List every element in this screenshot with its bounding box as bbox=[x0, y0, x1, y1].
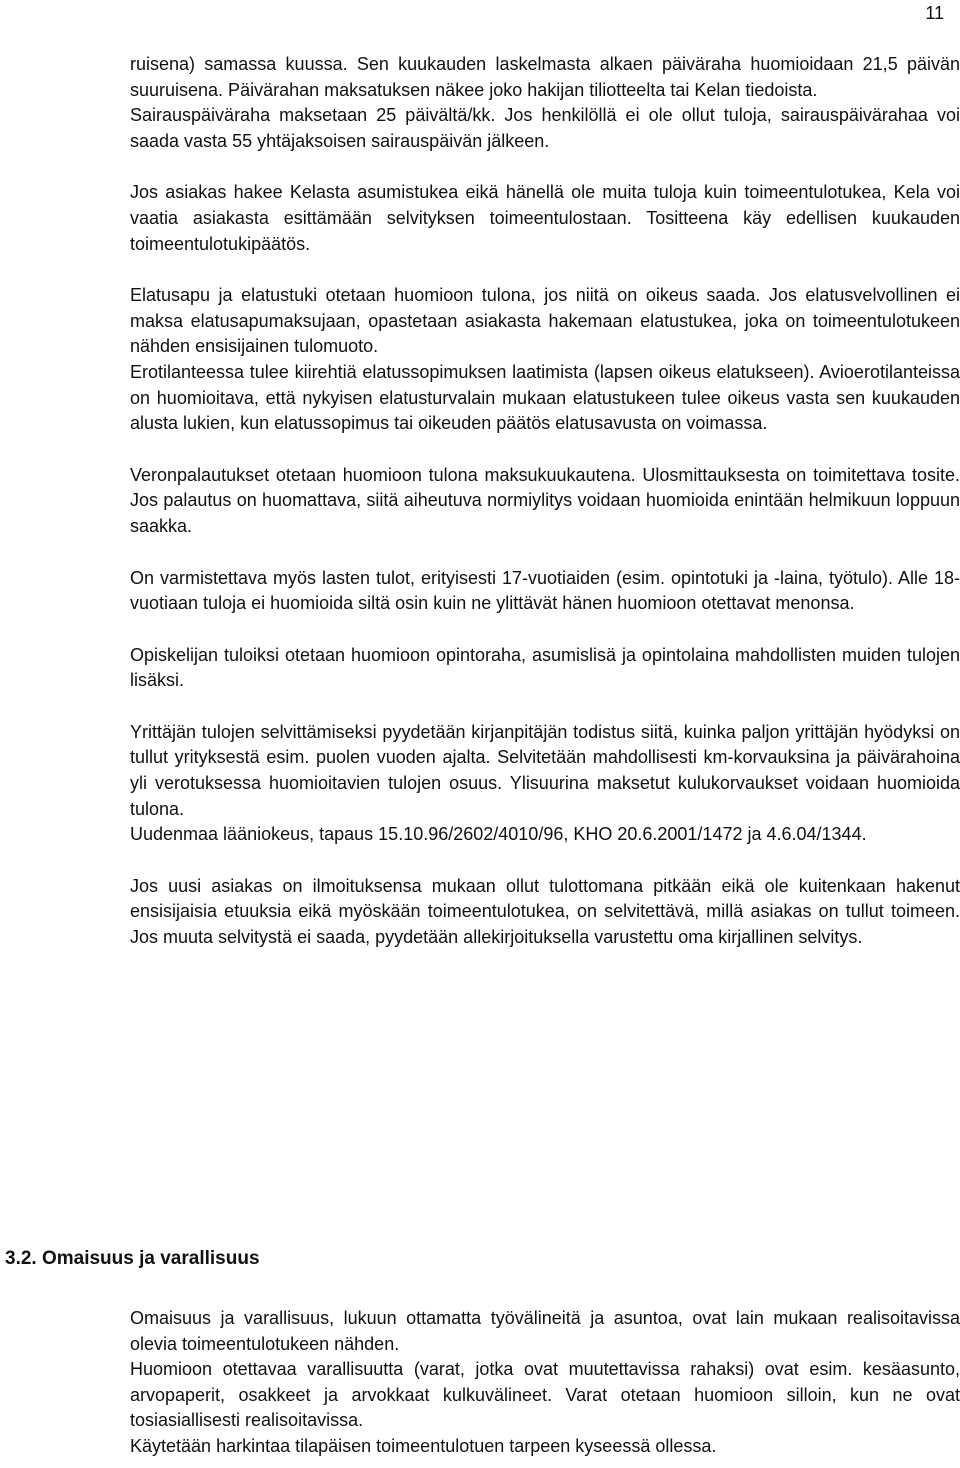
paragraph: Uudenmaa lääniokeus, tapaus 15.10.96/2602/4010/96, KHO 20.6.2001/1472 ja 4.6.04/1344. bbox=[130, 824, 867, 845]
paragraph: Veronpalautukset otetaan huomioon tulona maksukuukautena. Ulosmittauksesta on toimitettava tosite. Jos palautus on huomattava, siitä aiheutuva normiylitys voidaan huomioida enintään helmikuun loppuun saakka. bbox=[130, 464, 960, 536]
paragraph: Jos asiakas hakee Kelasta asumistukea eikä hänellä ole muita tuloja kuin toimeentulotukea, Kela voi vaatia asiakasta esittämään selvityksen toimeentulostaan. Tositteena käy edellisen kuukauden toimeentulotukipäätös. bbox=[130, 182, 960, 254]
paragraph: Elatusapu ja elatustuki otetaan huomioon tulona, jos niitä on oikeus saada. Jos elatusvelvollinen ei maksa elatusapumaksujaan, opastetaan asiakasta hakemaan elatustukea, joka on toimeentulotukeen nähden ensisijainen tulomuoto. bbox=[130, 285, 960, 357]
paragraph-gap bbox=[130, 257, 960, 283]
section-body bbox=[130, 1306, 960, 1459]
paragraph: Omaisuus ja varallisuus, lukuun ottamatta työvälineitä ja asuntoa, ovat lain mukaan realisoitavissa olevia toimeentulotukeen nähden. bbox=[130, 1308, 960, 1354]
paragraph-gap bbox=[130, 154, 960, 180]
paragraph: Huomioon otettavaa varallisuutta (varat, jotka ovat muutettavissa rahaksi) ovat esim. kesäasunto, arvopaperit, osakkeet ja arvokkaat kulkuvälineet. Varat otetaan huomioon silloin, kun ne ovat tosiasiallisesti realisoitavissa. bbox=[130, 1359, 960, 1430]
paragraph: ruisena) samassa kuussa. Sen kuukauden laskelmasta alkaen päiväraha huomioidaan 21,5 päivän suuruisena. Päivärahan maksatuksen näkee joko hakijan tiliotteelta tai Kelan tiedoista. bbox=[130, 54, 960, 100]
paragraph-gap bbox=[130, 848, 960, 874]
paragraph: Sairauspäiväraha maksetaan 25 päivältä/kk. Jos henkilöllä ei ole ollut tuloja, sairauspäivärahaa voi saada vasta 55 yhtäjaksoisen sairauspäivän jälkeen. bbox=[130, 105, 960, 151]
paragraph: Erotilanteessa tulee kiirehtiä elatussopimuksen laatimista (lapsen oikeus elatukseen). Avioerotilanteissa on huomioitava, että nykyisen elatusturvalain mukaan elatustukeen tulee oikeus vasta sen kuukauden alusta lukien, kun elatussopimus tai oikeuden päätös elatusavusta on voimassa. bbox=[130, 361, 960, 434]
paragraph-gap bbox=[130, 540, 960, 566]
paragraph-gap bbox=[130, 694, 960, 720]
paragraph: Käytetään harkintaa tilapäisen toimeentulotuen tarpeen kyseessä ollessa. bbox=[130, 1435, 717, 1456]
paragraph: Opiskelijan tuloiksi otetaan huomioon opintoraha, asumislisä ja opintolaina mahdollisten muiden tulojen lisäksi. bbox=[130, 644, 960, 691]
paragraph-gap bbox=[130, 437, 960, 463]
page-number: 11 bbox=[925, 3, 944, 23]
paragraph: Jos uusi asiakas on ilmoituksensa mukaan ollut tulottomana pitkään eikä ole kuitenkaan hakenut ensisijaisia etuuksia eikä myöskään toimeentulotukea, on selvitettävä, millä asiakas on tullut toimeen. Jos muuta selvitystä ei saada, pyydetään allekirjoituksella varustettu oma kirjallinen selvitys. bbox=[130, 875, 960, 948]
section-heading: 3.2. Omaisuus ja varallisuus bbox=[5, 1248, 260, 1269]
paragraph-gap bbox=[130, 617, 960, 643]
paragraph: On varmistettava myös lasten tulot, erityisesti 17-vuotiaiden (esim. opintotuki ja -laina, työtulo). Alle 18-vuotiaan tuloja ei huomioida siltä osin kuin ne ylittävät hänen huomioon otettavat menonsa. bbox=[130, 567, 960, 614]
paragraph: Yrittäjän tulojen selvittämiseksi pyydetään kirjanpitäjän todistus siitä, kuinka paljon yrittäjän hyödyksi on tullut yrityksestä esim. puolen vuoden ajalta. Selvitetään mahdollisesti km-korvauksina ja päivärahoina yli verotuksessa huomioitavien tulojen osuus. Ylisuurina maksetut kulukorvaukset voidaan huomioida tulona. bbox=[130, 721, 960, 819]
document-body bbox=[130, 52, 960, 951]
